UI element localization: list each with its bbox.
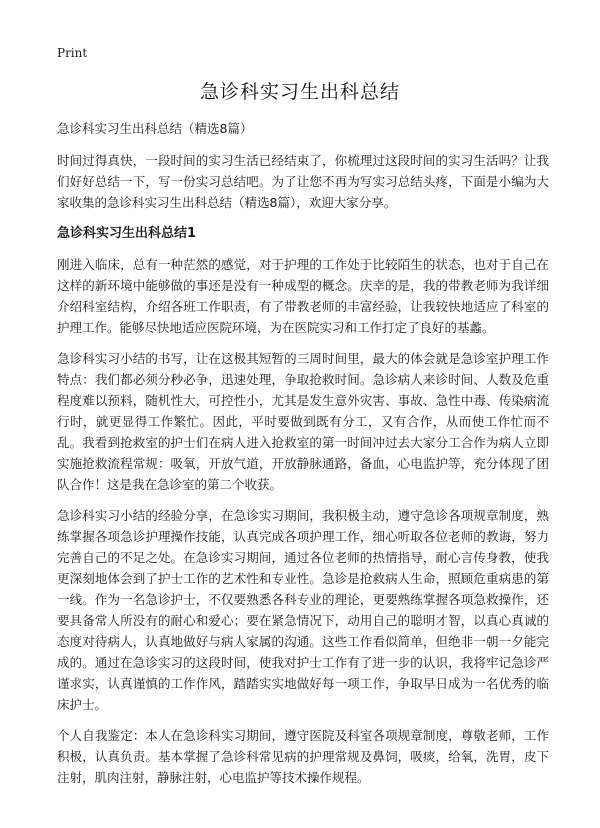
section-heading: 急诊科实习生出科总结1 (57, 226, 197, 241)
print-link[interactable]: Print (57, 46, 88, 60)
body-paragraph-3: 急诊科实习小结的经验分享，在急诊实习期间，我积极主动，遵守急诊各项规章制度，熟练掌握各项急诊护理操作技能，认真完成各项护理工作，细心听取各位老师的教诲，努力完善自己的不足之处。在急诊实习期间，通过各位老师的热情指导，耐心言传身教，使我更深刻地体会到了护士工作的艺术性和专业性。急诊是抢救病人生命，照顾危重病患的第一线。作为一名急诊护士，不仅要熟悉各科专业的理论，更要熟练掌握各项急救操作，还要具备常人所没有的耐心和爱心；要在紧急情况下，动用自己的聪明才智，以真心真诚的态度对待病人，认真地做好与病人家属的沟通。这些工作看似简单，但绝非一朝一夕能完成的。通过在急诊实习的这段时间，使我对护士工作有了进一步的认识，我将牢记急诊严谨求实，认真谨慎的工作作风，踏踏实实地做好每一项工作，争取早日成为一名优秀的临床护士。 (57, 508, 549, 712)
page-title: 急诊科实习生出科总结 (199, 81, 400, 103)
article-body (57, 120, 549, 798)
body-paragraph-1: 刚进入临床，总有一种茫然的感觉，对于护理的工作处于比较陌生的状态，也对于自己在这样的新环境中能够做的事还是没有一种成型的概念。庆幸的是，我的带教老师为我详细介绍科室结构，介绍各班工作职责，有了带教老师的丰富经验，让我较快地适应了科室的护理工作。能够尽快地适应医院环境，为在医院实习和工作打定了良好的基蠡。 (57, 257, 549, 335)
article-subtitle: 急诊科实习生出科总结（精选8篇） (57, 121, 253, 136)
intro-paragraph: 时间过得真快，一段时间的实习生活已经结束了，你梳理过这段时间的实习生活吗？让我们好好总结一下，写一份实习总结吧。为了让您不再为写实习总结头疼，下面是小编为大家收集的急诊科实习生出科总结（精选8篇），欢迎大家分享。 (57, 153, 549, 210)
body-paragraph-2: 急诊科实习小结的书写，让在这极其短暂的三周时间里，最大的体会就是急诊室护理工作特点：我们都必须分秒必争，迅速处理，争取抢救时间。急诊病人来诊时间、人数及危重程度难以预料，随机性大，可控性小，尤其是发生意外灾害、事故、急性中毒、传染病流行时，就更显得工作繁忙。因此，平时要做到既有分工，又有合作，从而使工作忙而不乱。我看到抢救室的护士们在病人进入抢救室的第一时间冲过去大家分工合作为病人立即实施抢救流程常规：吸氧，开放气道，开放静脉通路，备血，心电监护等，充分体现了团队合作！这是我在急诊室的第二个收获。 (57, 351, 549, 492)
body-paragraph-4: 个人自我鉴定：本人在急诊科实习期间，遵守医院及科室各项规章制度，尊敬老师，工作积极，认真负责。基本掌握了急诊科常见病的护理常规及鼻饲，吸痰，给氧，洗胃，皮下注射，肌肉注射，静脉注射，心电监护等技术操作规程。 (57, 728, 549, 785)
